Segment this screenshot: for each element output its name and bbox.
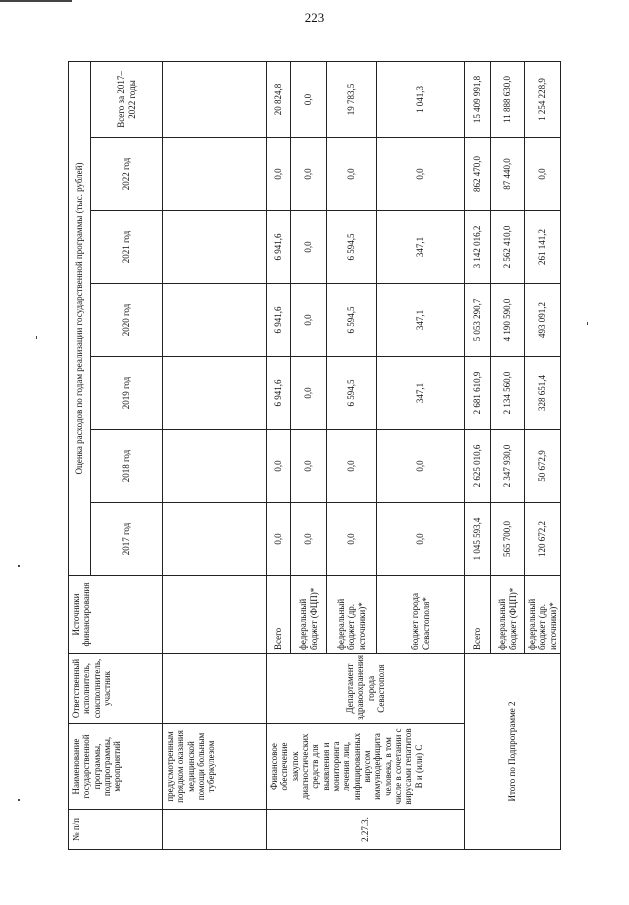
row-source: Всего	[267, 576, 291, 654]
header-estimate: Оценка расходов по годам реализации государственной программы (тыс. рублей)	[69, 61, 91, 575]
cell-empty	[163, 284, 267, 357]
total-value: 4 190 590,0	[491, 284, 525, 357]
total-value: 1 045 593,4	[465, 503, 491, 576]
value-cell: 0,0	[291, 284, 327, 357]
total-value: 493 091,2	[525, 284, 561, 357]
value-total: 0,0	[291, 61, 327, 137]
table-row	[267, 61, 291, 849]
row-name: Финансовое обеспечение закупок диагностических средств для выявления и мониторинга лечения лиц, инфицированных вирусом иммунодефицита человека, в том числе в сочетании с вирусами гепатитов В и (или) С	[267, 724, 465, 810]
total-value: 120 672,2	[525, 503, 561, 576]
value-cell: 0,0	[267, 138, 291, 211]
cell-empty	[163, 810, 267, 850]
value-cell: 0,0	[327, 430, 377, 503]
total-value: 50 672,9	[525, 430, 561, 503]
header-year: 2020 год	[91, 284, 163, 357]
header-name: Наименование государственной программы, подпрограммы, мероприятий	[69, 724, 163, 810]
cell-empty	[163, 430, 267, 503]
total-value: 2 681 610,9	[465, 357, 491, 430]
total-value: 3 142 016,2	[465, 211, 491, 284]
value-total: 19 783,5	[327, 61, 377, 137]
continued-row	[163, 61, 267, 849]
header-total-years: Всего за 2017–2022 годы	[91, 61, 163, 137]
total-row	[465, 61, 491, 849]
header-row	[69, 61, 91, 849]
cell-empty	[163, 503, 267, 576]
scan-mark	[36, 336, 37, 339]
value-cell: 6 594,5	[327, 357, 377, 430]
value-cell: 0,0	[327, 503, 377, 576]
header-year: 2021 год	[91, 211, 163, 284]
header-year: 2019 год	[91, 357, 163, 430]
scan-mark	[0, 0, 72, 2]
value-cell: 347,1	[377, 211, 465, 284]
value-cell: 0,0	[327, 138, 377, 211]
header-executor: Ответственный исполнитель, соисполнитель, участник	[69, 654, 163, 724]
header-source: Источники финансирования	[69, 576, 163, 654]
total-value: 862 470,0	[465, 138, 491, 211]
cell-empty	[163, 138, 267, 211]
total-value-sum: 15 409 991,8	[465, 61, 491, 137]
total-value: 565 700,0	[491, 503, 525, 576]
value-cell: 0,0	[377, 430, 465, 503]
total-source: федеральный бюджет (ФЦП)*	[491, 576, 525, 654]
rotated-table-container	[68, 62, 558, 850]
scan-mark	[587, 322, 588, 325]
row-source: федеральный бюджет (ФЦП)*	[291, 576, 327, 654]
row-number: 2.27.3.	[267, 810, 465, 850]
value-cell: 0,0	[291, 211, 327, 284]
total-value: 87 440,0	[491, 138, 525, 211]
value-cell: 0,0	[291, 503, 327, 576]
total-value: 2 134 560,0	[491, 357, 525, 430]
value-cell: 0,0	[377, 138, 465, 211]
total-value: 2 347 930,0	[491, 430, 525, 503]
header-year: 2022 год	[91, 138, 163, 211]
total-value: 328 651,4	[525, 357, 561, 430]
scan-mark	[18, 799, 20, 801]
value-cell: 347,1	[377, 284, 465, 357]
value-cell: 347,1	[377, 357, 465, 430]
cell-empty	[163, 357, 267, 430]
value-cell: 6 941,6	[267, 284, 291, 357]
total-label: Итого по Подпрограмме 2	[465, 654, 561, 850]
cell-empty	[163, 211, 267, 284]
header-num: № п/п	[69, 810, 163, 850]
cell-empty	[163, 61, 267, 137]
page-number: 223	[304, 10, 325, 25]
scan-mark	[18, 565, 20, 567]
total-value: 261 141,2	[525, 211, 561, 284]
total-value-sum: 1 254 228,9	[525, 61, 561, 137]
row-source: бюджет города Севастополя*	[377, 576, 465, 654]
value-cell: 0,0	[291, 357, 327, 430]
total-value: 2 625 010,6	[465, 430, 491, 503]
header-year: 2018 год	[91, 430, 163, 503]
value-cell: 6 594,5	[327, 284, 377, 357]
value-cell: 0,0	[291, 138, 327, 211]
value-cell: 0,0	[267, 430, 291, 503]
total-source: Всего	[465, 576, 491, 654]
cell-empty	[163, 654, 267, 724]
continued-name: предусмотренным порядком оказания медицинской помощи больным туберкулезом	[163, 724, 267, 810]
value-cell: 6 941,6	[267, 357, 291, 430]
total-value: 0,0	[525, 138, 561, 211]
total-source: федеральный бюджет (др. источники)*	[525, 576, 561, 654]
row-source: федеральный бюджет (др. источники)*	[327, 576, 377, 654]
header-year: 2017 год	[91, 503, 163, 576]
budget-table	[68, 61, 561, 850]
value-total: 1 041,3	[377, 61, 465, 137]
total-value-sum: 11 888 630,0	[491, 61, 525, 137]
row-executor: Департамент здравоохранения города Севастополя	[267, 654, 465, 724]
value-cell: 0,0	[267, 503, 291, 576]
value-cell: 6 594,5	[327, 211, 377, 284]
total-value: 5 053 290,7	[465, 284, 491, 357]
value-cell: 6 941,6	[267, 211, 291, 284]
value-total: 20 824,8	[267, 61, 291, 137]
value-cell: 0,0	[377, 503, 465, 576]
total-value: 2 562 410,0	[491, 211, 525, 284]
value-cell: 0,0	[291, 430, 327, 503]
cell-empty	[163, 576, 267, 654]
